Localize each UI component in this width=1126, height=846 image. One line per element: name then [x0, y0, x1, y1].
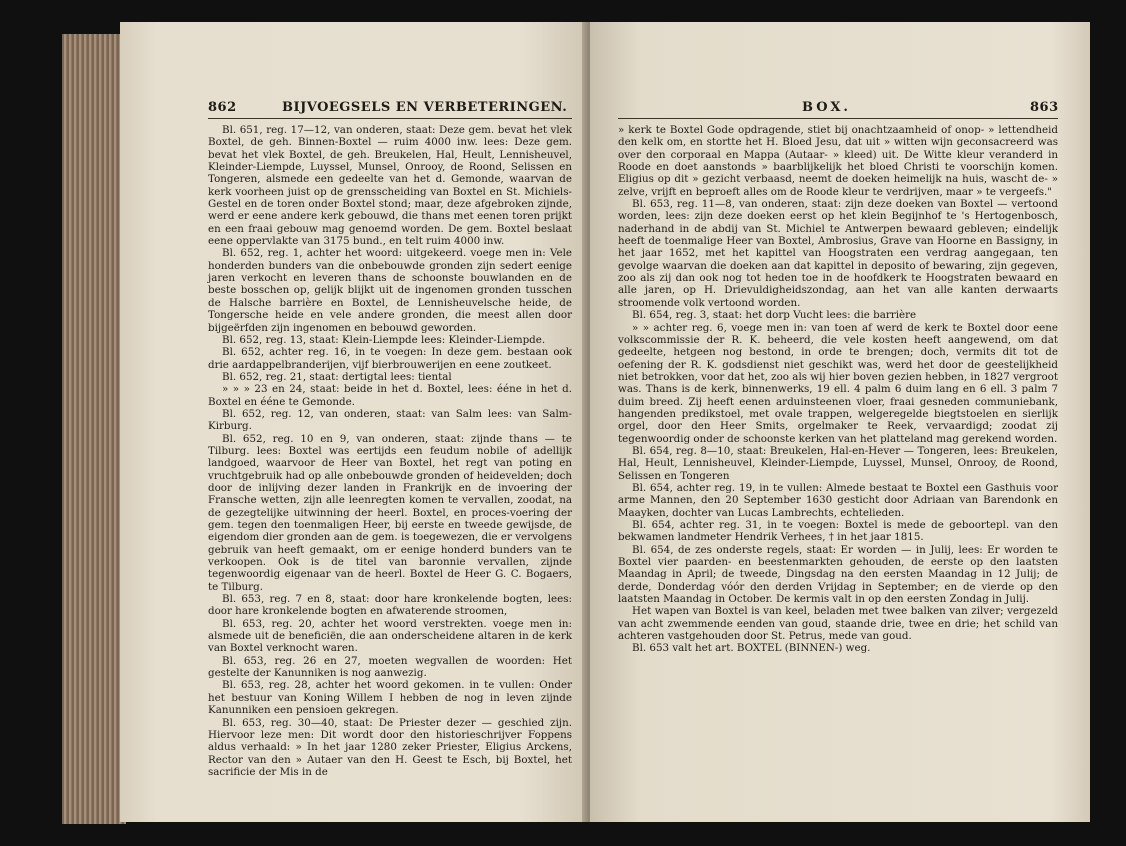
- right-paragraph: » » achter reg. 6, voege men in: van toen af werd de kerk te Boxtel door eene volkscommissie der R. K. beheerd, die vele kosten heeft aangewend, om dat gedeelte, hetgeen nog bestond, in orde te brengen; doch, vermits dit tot de oefening der R. K. godsdienst niet geschikt was, werd het door de geestelijkheid niet betrokken, voor dat het, zoo als wij hier boven gezien hebben, in 1827 vergroot was. Thans is de kerk, binnenwerks, 19 ell. 4 palm 6 duim lang en 6 ell. 3 palm 7 duim breed. Zij heeft eenen arduinsteenen vloer, fraai gesneden communiebank, hangenden predikstoel, met ovale trappen, welgeregelde biegtstoelen en sierlijk orgel, door den Heer Smits, orgelmaker te Reek, vervaardigd; zoodat zij tegenwoordig onder de schoonste kerken van het platteland mag gerekend worden.: [618, 321, 1058, 445]
- right-paragraph: Bl. 654, reg. 3, staat: het dorp Vucht lees: die barrière: [632, 309, 917, 322]
- right-paragraph: Het wapen van Boxtel is van keel, beladen met twee balken van zilver; vergezeld van acht zwemmende eenden van goud, staande drie, twee en drie; het schild van achteren vastgehouden door St. Petrus, mede van goud.: [618, 605, 1058, 643]
- left-paragraph: Bl. 652, reg. 10 en 9, van onderen, staat: zijnde thans — te Tilburg. lees: Boxtel was eertijds een feudum nobile of adellijk landgoed, waarvoor de Heer van Boxtel, het regt van poting en vruchtgebruik had op alle onbebouwde gronden of heidevelden; doch door de inlijving dezer landen in Frankrijk en de invoering der Fransche wetten, zijn alle leenregten komen te vervallen, zoodat, na de gezegtelijke uitwinning der heerl. Boxtel, en proces-voering der gem. tegen den toenmaligen Heer, bij eerste en tweede gewijsde, de eigendom dier gronden aan de gem. is toegewezen, die er vervolgens gebruik van heeft gemaakt, om er eenige honderd bunders van te verkoopen. Ook is de titel van baronnie vervallen, zijnde tegenwoordig eigenaar van de heerl. Boxtel de Heer G. C. Bogaers, te Tilburg.: [208, 432, 572, 593]
- left-paragraph: Bl. 652, reg. 21, staat: dertigtal lees: tiental: [222, 370, 452, 383]
- right-paragraph: Bl. 654, achter reg. 19, in te vullen: Almede bestaat te Boxtel een Gasthuis voor arme Mannen, den 20 September 1630 gesticht door Adriaan van Barendonk en Maayken, dochter van Lucas Lambrechts, echtelieden.: [618, 481, 1058, 519]
- book-page-edges: [62, 34, 126, 824]
- right-page-number: 863: [1030, 100, 1059, 115]
- right-paragraph: » kerk te Boxtel Gode opdragende, stiet bij onachtzaamheid of onop- » lettendheid den kelk om, en stortte het H. Bloed Jesu, dat uit » witten wijn geconsacreerd was over den corporaal en Mappa (Autaar- » kleed) uit. De Witte kleur veranderd in Roode en doet aanstonds » baarblijkelijk het bloed Christi te voorschijn komen. Eligius op dit » gezicht verbaasd, neemt de doeken heimelijk na huis, wascht de- » zelve, vrijft en beproeft alles om de Roode kleur te verdrijven, maar » te vergeefs.": [618, 124, 1058, 198]
- left-header-rule: [208, 118, 572, 119]
- left-paragraph: Bl. 653, reg. 26 en 27, moeten wegvallen de woorden: Het gestelte der Kanunniken is nog aanwezig.: [208, 654, 572, 680]
- left-running-head: BIJVOEGSELS EN VERBETERINGEN.: [282, 100, 568, 115]
- left-paragraph: » » » 23 en 24, staat: beide in het d. Boxtel, lees: ééne in het d. Boxtel en ééne te Gemonde.: [208, 383, 572, 408]
- left-paragraph: Bl. 651, reg. 17—12, van onderen, staat: Deze gem. bevat het vlek Boxtel, de geh. Binnen-Boxtel — ruim 4000 inw. lees: Deze gem. bevat het vlek Boxtel, de geh. Breukelen, Hal, Heult, Lennisheuvel, Kleinder-Liempde, Luyssel, Munsel, Onrooy, de Roond, Selissen en Tongeren, alsmede een gedeelte van het d. Gemonde, waarvan de kerk voorheen juist op de grensscheiding van Boxtel en St. Michiels-Gestel en de toren onder Boxtel stond; maar, deze afgebroken zijnde, werd er eene andere kerk gebouwd, die thans met eenen toren prijkt en een fraai gebouw mag genoemd worden. De gem. Boxtel beslaat eene oppervlakte van 3175 bund., en telt ruim 4000 inw.: [208, 124, 572, 248]
- right-paragraph: Bl. 653, reg. 11—8, van onderen, staat: zijn deze doeken van Boxtel — vertoond worden, lees: zijn deze doeken eerst op het klein Begijnhof te 's Hertogenbosch, naderhand in de abdij van St. Michiel te Antwerpen bewaard gebleven; eindelijk heeft de toenmalige Heer van Boxtel, Ambrosius, Grave van Hoorne en Bassigny, in het jaar 1652, met het kapittel van Hoogstraten een verdrag aangegaan, ten gevolge waarvan die doeken aan dat kapittel in deposito of bewaring, zijn gegeven, zoo als zij dan ook nog tot heden toe in de hoofdkerk te Hoogstraten bewaard en alle jaren, op H. Drievuldigheidszondag, aan het van alle kanten derwaarts stroomende volk vertoond worden.: [618, 198, 1058, 309]
- right-paragraph: Bl. 654, achter reg. 31, in te voegen: Boxtel is mede de geboortepl. van den bekwamen landmeter Hendrik Verhees, † in het jaar 1815.: [618, 519, 1058, 544]
- left-paragraph: Bl. 652, reg. 12, van onderen, staat: van Salm lees: van Salm-Kirburg.: [208, 407, 572, 433]
- right-paragraph: Bl. 654, reg. 8—10, staat: Breukelen, Hal-en-Hever — Tongeren, lees: Breukelen, Hal, Heult, Lennisheuvel, Kleinder-Liempde, Luyssel, Munsel, Onrooy, de Roond, Selissen en Tongeren: [618, 444, 1058, 482]
- right-paragraph: Bl. 653 valt het art. BOXTEL (BINNEN-) weg.: [632, 642, 871, 655]
- right-running-head: BOX.: [802, 100, 851, 115]
- right-page: [590, 22, 1090, 822]
- right-header-rule: [618, 118, 1058, 119]
- left-paragraph: Bl. 653, reg. 20, achter het woord verstrekten. voege men in: alsmede uit de beneficiën, die aan onderscheidene altaren in de kerk van Boxtel verknocht waren.: [208, 617, 572, 655]
- left-paragraph: Bl. 652, reg. 13, staat: Klein-Liempde lees: Kleinder-Liempde.: [222, 333, 546, 346]
- left-paragraph: Bl. 653, reg. 28, achter het woord gekomen. in te vullen: Onder het bestuur van Koning Willem I hebben de nog in leven zijnde Kanunniken een pensioen gekregen.: [208, 679, 572, 717]
- left-page-body: [208, 124, 572, 778]
- left-paragraph: Bl. 653, reg. 30—40, staat: De Priester dezer — geschied zijn. Hiervoor leze men: Dit wordt door den historieschrijver Foppens aldus verhaald: » In het jaar 1280 zeker Priester, Eligius Arckens, Rector van den » Autaer van den H. Geest te Esch, bij Boxtel, het sacrificie der Mis in de: [208, 716, 572, 778]
- left-paragraph: Bl. 652, achter reg. 16, in te voegen: In deze gem. bestaan ook drie aardappelbranderijen, vijf bierbrouwerijen en eene zoutkeet.: [208, 346, 572, 371]
- right-page-body: [618, 124, 1058, 655]
- left-page-number: 862: [208, 100, 237, 115]
- right-paragraph: Bl. 654, de zes onderste regels, staat: Er worden — in Julij, lees: Er worden te Boxtel vier paarden- en beestenmarkten gehouden, de eerste op den laatsten Maandag in April; de tweede, Dingsdag na den eersten Maandag in 12 Julij; de derde, Donderdag vóór den derden Vrijdag in September; en de vierde op den laatsten Maandag in October. De kermis valt in op den eersten Zondag in Julij.: [618, 543, 1058, 606]
- left-page: [120, 22, 590, 822]
- left-paragraph: Bl. 652, reg. 1, achter het woord: uitgekeerd. voege men in: Vele honderden bunders van die onbebouwde gronden zijn sedert eenige jaren verkocht en leveren thans de schoonste bouwlanden en de beste bosschen op, gelijk blijkt uit de ingenomen gronden tusschen de Halsche barrière en Boxtel, de Lennisheuvelsche heide, de Tongersche heide en vele andere gronden, die meest allen door bijgeërfden zijn ingenomen en bebouwd geworden.: [208, 247, 572, 334]
- left-paragraph: Bl. 653, reg. 7 en 8, staat: door hare kronkelende bogten, lees: door hare kronkelende bogten en afwaterende stroomen,: [208, 593, 572, 618]
